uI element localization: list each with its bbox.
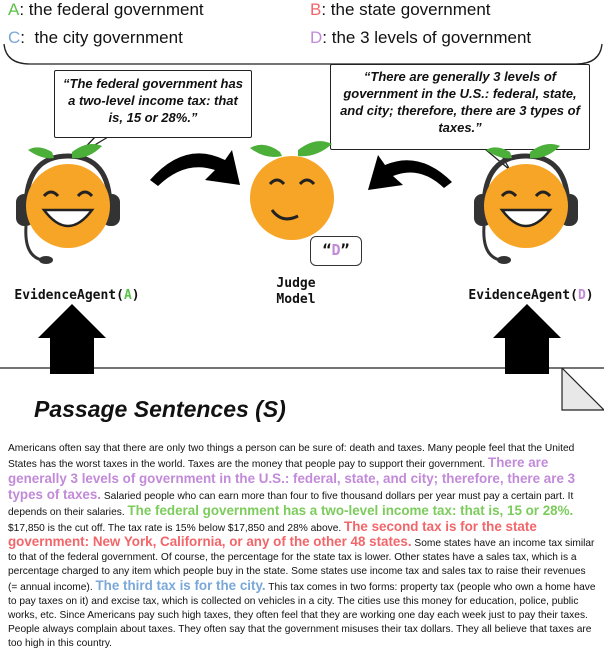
- option-a-text: the federal government: [24, 0, 204, 19]
- option-c-letter: C: [8, 28, 21, 47]
- evidence-agent-left-icon: [8, 138, 128, 278]
- up-arrow-right: [493, 304, 561, 374]
- speech-bubble-right-text: “There are generally 3 levels of government in the U.S.: federal, state, and city; therefore, there are 3 types of taxes.”: [340, 69, 580, 135]
- passage-sentence: This tax comes in two forms: property tax (people who own a home have to pay taxes on it) and excise tax, which is collected on vehicles in a city. The cities use this money for education, police, public works, etc. Since Americans pay such high taxes, they often feel that they are working one day each week just to pay their taxes. People always complain about taxes. They often say that the government misuses their tax dollars. They all believe that taxes are too high in this country.: [8, 582, 596, 649]
- passage-sentence-option-c: The third tax is for the city.: [95, 578, 266, 594]
- up-arrow-left: [38, 304, 106, 374]
- curved-arrow-left: [150, 150, 240, 186]
- option-a-letter: A: [8, 0, 20, 19]
- option-b: B: the state government: [310, 0, 491, 19]
- option-d-letter: D: [310, 28, 323, 47]
- option-c-text: the city government: [25, 28, 183, 47]
- passage-sentence-option-d: There are generally 3 levels of government in the U.S.: federal, state, and city; therefore, there are 3 types of taxes.: [8, 454, 576, 502]
- option-b-text: the state government: [326, 0, 491, 19]
- passage-sentence: Some states have an income tax similar to that of the federal government. Of course, the percentage for the state tax is lower. Other states have a sales tax, which is a percentage charged to any item which people buy in the state. Some states use income tax and sales tax to raise their revenues (= annual income).: [8, 538, 595, 594]
- evidence-agent-left-label: EvidenceAgent(A): [14, 288, 140, 303]
- option-d: D: the 3 levels of government: [310, 28, 532, 47]
- passage-title: Passage Sentences (S): [34, 396, 286, 422]
- passage-sentence: Americans often say that there are only two things a person can be sure of: death and taxes. Many people feel that the United States has the worst taxes in the world. Taxes are the money that people pay to support their government.: [8, 443, 575, 470]
- option-b-letter: B: [310, 0, 322, 19]
- evidence-agent-right-label: EvidenceAgent(D): [468, 288, 594, 303]
- passage-sentence-option-a: The federal government has a two-level income tax: that is, 15 or 28%.: [127, 502, 574, 518]
- curved-arrow-right: [368, 155, 452, 190]
- judge-model-label: Judge Model: [276, 276, 316, 307]
- option-d-text: the 3 levels of government: [327, 28, 532, 47]
- passage-sentence: $17,850 is the cut off. The tax rate is 15% below $17,850 and 28% above.: [8, 522, 345, 534]
- passage-body: [8, 442, 596, 651]
- passage-sentence: Salaried people who can earn more than four to five thousand dollars per year must pay a certain part. It depends on their salaries.: [8, 490, 574, 518]
- evidence-agent-right-icon: [466, 138, 586, 278]
- speech-bubble-left: [54, 70, 252, 138]
- judge-answer-box: “D”: [310, 236, 362, 266]
- speech-bubble-left-text: “The federal government has a two-level income tax: that is, 15 or 28%.”: [63, 76, 243, 125]
- option-a: A: the federal government: [8, 0, 204, 19]
- judge-answer-letter: D: [331, 241, 341, 259]
- option-c: C: the city government: [8, 28, 183, 47]
- passage-sentence-option-b: The second tax is for the state government: New York, California, or any of the other 48 states.: [8, 518, 537, 550]
